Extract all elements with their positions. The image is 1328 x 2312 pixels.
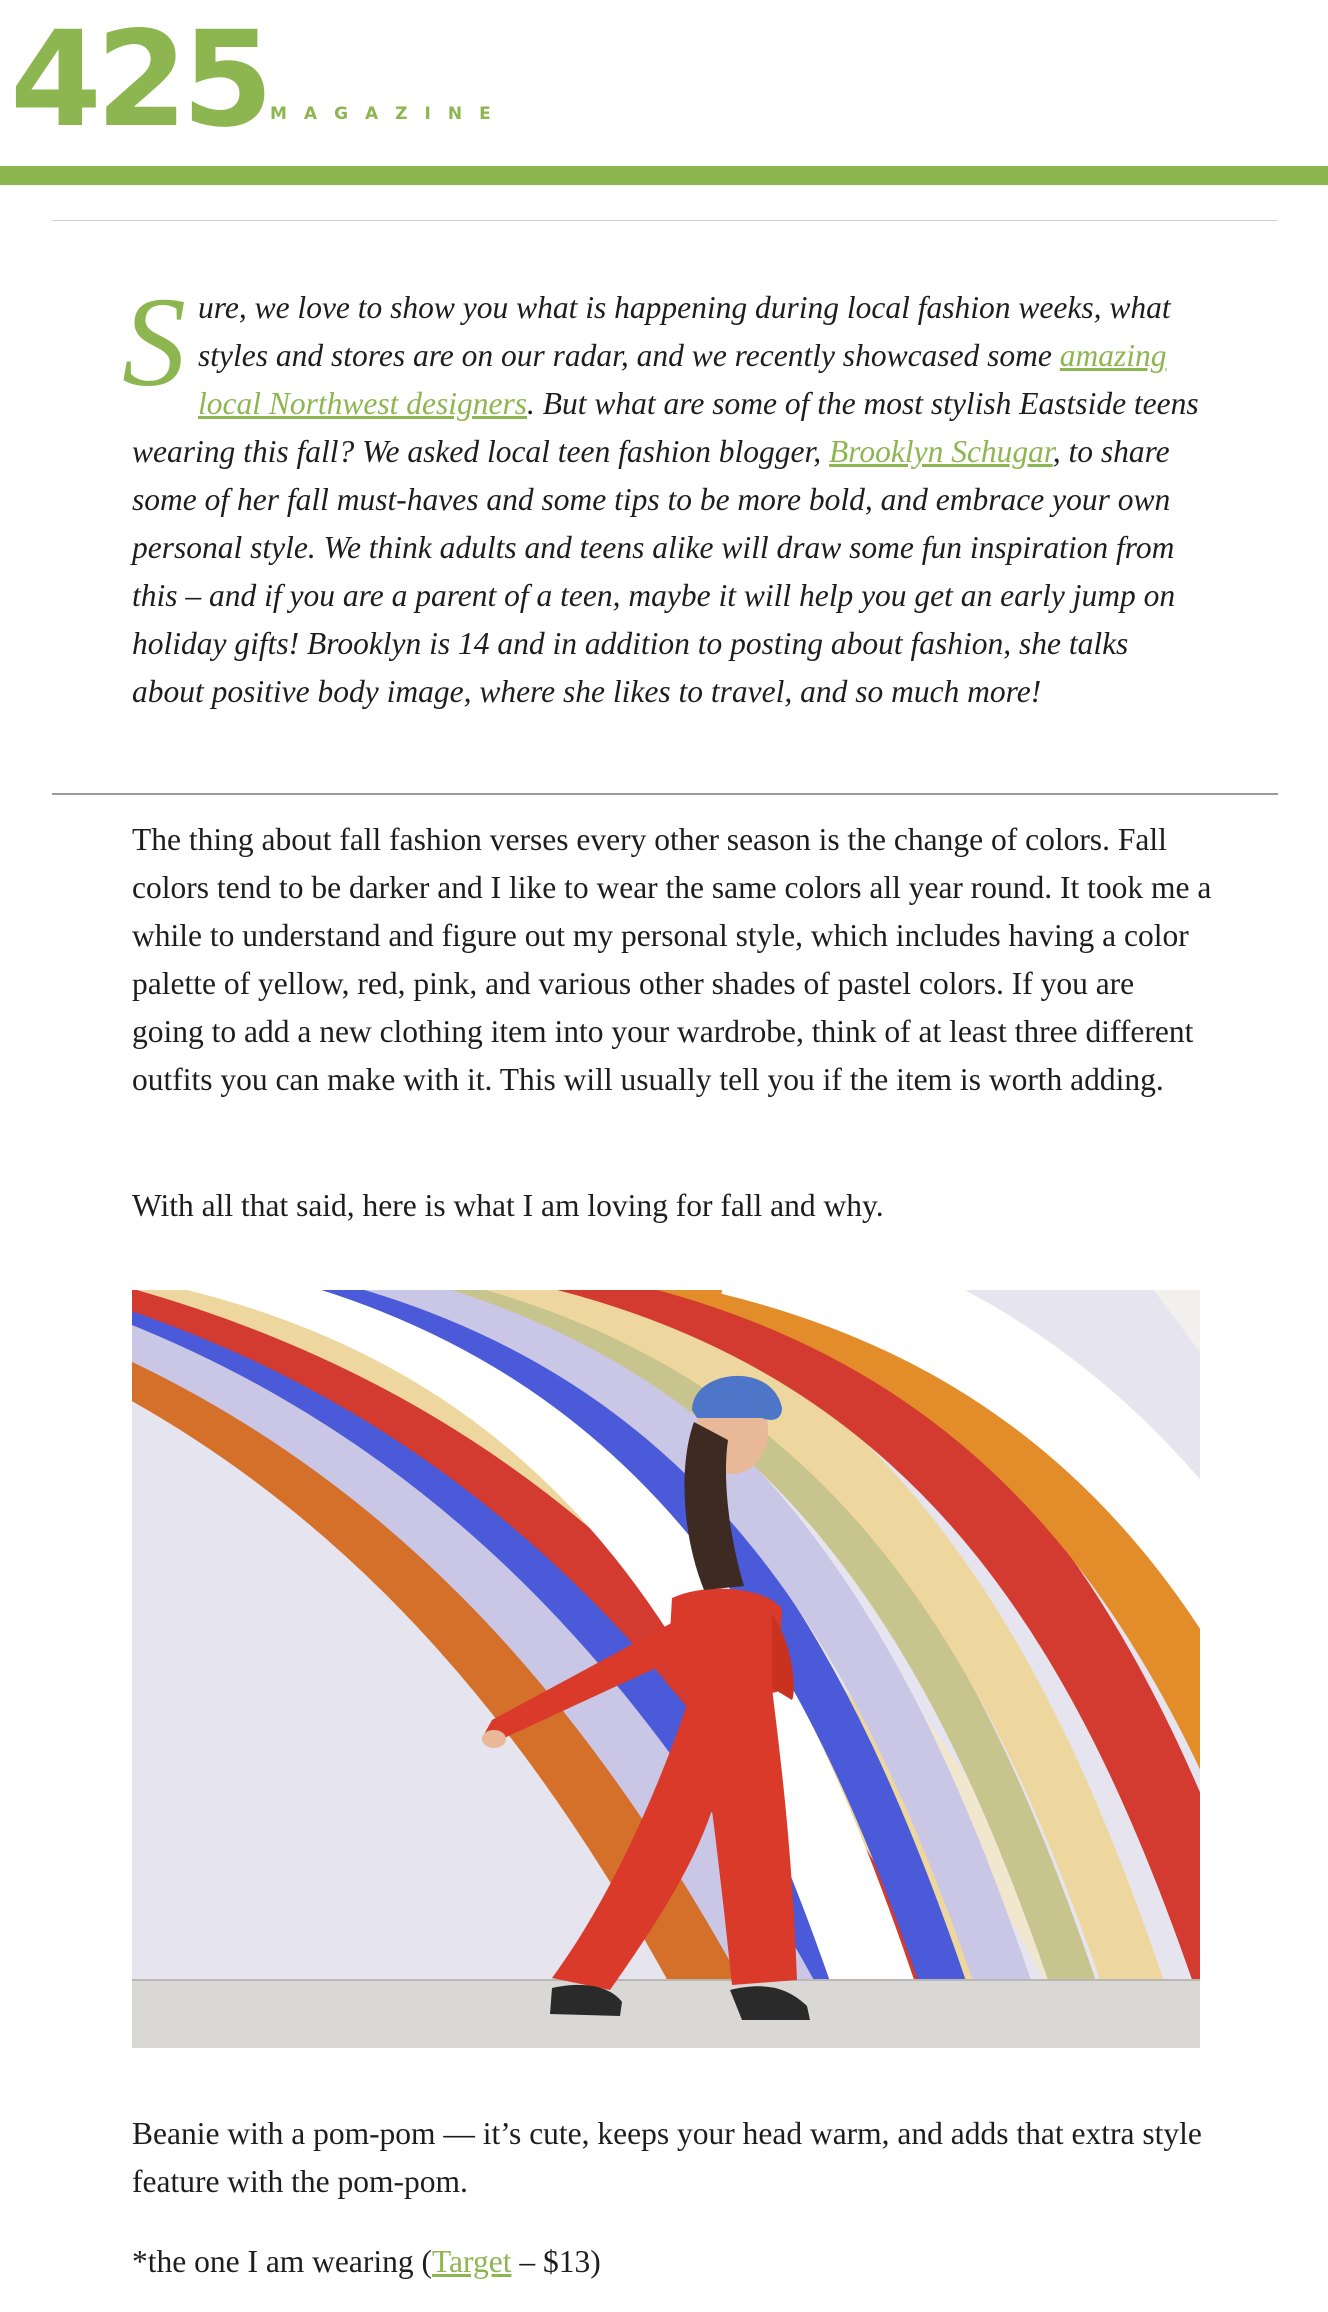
divider-top xyxy=(52,220,1278,221)
article-paragraph-3: Beanie with a pom-pom — it’s cute, keeps your head warm, and adds that extra style feature with the pom-pom. xyxy=(132,2116,1202,2199)
p4-suffix: – $13) xyxy=(511,2244,601,2279)
designers-link[interactable]: amazing local Northwest designers xyxy=(198,338,1167,421)
article-photo xyxy=(132,1290,1200,2048)
logo-wordmark[interactable]: MAGAZINE xyxy=(270,104,508,124)
intro-text-1: ure, we love to show you what is happening during local fashion weeks, what styles and stores are on our radar, and we recently showcased some xyxy=(198,290,1171,373)
target-link[interactable]: Target xyxy=(432,2244,512,2279)
photo-illustration xyxy=(132,1290,1200,2048)
header-accent-bar xyxy=(0,166,1328,185)
blogger-link[interactable]: Brooklyn Schugar xyxy=(829,434,1053,469)
divider-middle xyxy=(52,793,1278,795)
p4-prefix: *the one I am wearing ( xyxy=(132,2244,433,2279)
site-header xyxy=(0,0,1328,168)
intro-text-3: , to share some of her fall must-haves and some tips to be more bold, and embrace your own personal style. We think adults and teens alike will draw some fun inspiration from this – and if you are a parent of a teen, maybe it will help you get an early jump on holiday gifts! Brooklyn is 14 and in addition to posting about fashion, she talks about positive body image, where she likes to travel, and so much more! xyxy=(132,434,1176,709)
logo-number[interactable]: 425 xyxy=(10,3,268,157)
article-paragraph-1: The thing about fall fashion verses every other season is the change of colors. Fall colors tend to be darker and I like to wear the same colors all year round. It took me a while to understand and figure out my personal style, which includes having a color palette of yellow, red, pink, and various other shades of pastel colors. If you are going to add a new clothing item into your wardrobe, think of at least three different outfits you can make with it. This will usually tell you if the item is worth adding. xyxy=(132,822,1212,1097)
drop-cap: S xyxy=(122,271,186,413)
article-paragraph-4 xyxy=(132,2238,1212,2286)
intro-paragraph xyxy=(122,271,1202,716)
intro-text-2: . But what are some of the most stylish Eastside teens wearing this fall? We asked local teen fashion blogger, xyxy=(132,386,1199,469)
article-paragraph-2: With all that said, here is what I am loving for fall and why. xyxy=(132,1188,884,1223)
sidewalk xyxy=(132,1980,1200,2048)
